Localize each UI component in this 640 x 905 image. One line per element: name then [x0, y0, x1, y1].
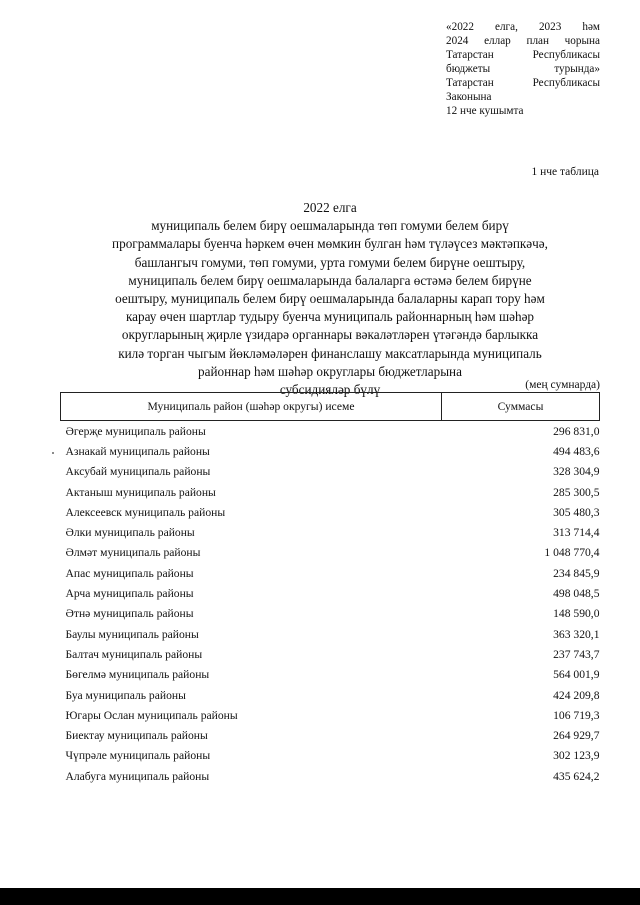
annotation-line [446, 48, 600, 62]
annotation-word: елга, [495, 21, 518, 33]
table-row [61, 583, 600, 603]
annotation-word: Татарстан [446, 77, 494, 89]
title-year-line: 2022 елга [303, 200, 357, 215]
district-name: Биектау муниципаль районы [65, 729, 208, 743]
subsidy-amount: 564 001,9 [553, 668, 600, 682]
subsidy-amount: 237 743,7 [553, 647, 600, 661]
subsidy-amount: 424 209,8 [553, 688, 600, 702]
subsidy-table [60, 392, 600, 786]
annotation-line [446, 20, 600, 34]
title-line: программалары буенча һәркем өчен мөмкин булган һәм түләүсез мәктәпкәчә, [112, 236, 548, 252]
title-line: карау өчен шартлар тудыру буенча муниципаль районнарның һәм шәһәр [125, 309, 535, 325]
annotation-word: 12 нче кушымта [446, 105, 524, 117]
district-name: Актаныш муниципаль районы [65, 485, 216, 499]
law-annex-reference [446, 20, 600, 118]
title-line: башлангыч гомуми, төп гомуми, урта гомуми белем бирүне оештыру, [134, 254, 526, 270]
annotation-word: Законына [446, 91, 492, 103]
district-name: Апас муниципаль районы [65, 566, 194, 580]
annotation-word: еллар [484, 35, 511, 47]
table-row [61, 502, 600, 522]
title-line: районнар һәм шәһәр округлары бюджетларына [198, 363, 462, 379]
annotation-line [446, 104, 600, 118]
district-name: Азнакай муниципаль районы [65, 444, 210, 458]
district-name: Алабуга муниципаль районы [65, 769, 210, 783]
district-name: Буа муниципаль районы [65, 688, 186, 702]
annotation-word: Республикасы [532, 77, 600, 89]
title-line: муниципаль белем бирү оешмаларында балаларга өстәмә белем бирүне [128, 272, 532, 288]
table-row [61, 604, 600, 624]
subsidy-amount: 313 714,4 [553, 526, 600, 540]
title-line: килә торган чыгым йөкләмәләрен финанслашу максатларында муниципаль [118, 345, 542, 361]
scan-border [0, 888, 640, 905]
subsidy-amount: 234 845,9 [553, 566, 600, 580]
table-row [61, 725, 600, 745]
district-name: Аксубай муниципаль районы [65, 465, 211, 479]
document-title [60, 199, 600, 399]
district-name: Баулы муниципаль районы [65, 627, 199, 641]
table-row [61, 624, 600, 644]
district-name: Әгерҗе муниципаль районы [65, 424, 206, 438]
annotation-word: һәм [582, 21, 600, 33]
subsidy-amount: 1 048 770,4 [544, 546, 600, 560]
subsidy-amount: 498 048,5 [553, 587, 600, 601]
table-number: 1 нче таблица [531, 166, 599, 178]
table-row [61, 441, 600, 461]
annotation-line [446, 76, 600, 90]
district-name: Балтач муниципаль районы [65, 647, 203, 661]
table-row [61, 421, 600, 442]
table-row [61, 665, 600, 685]
table-row [61, 543, 600, 563]
subsidy-amount: 106 719,3 [553, 708, 600, 722]
scan-speck [52, 452, 54, 454]
table-header-row [61, 393, 600, 421]
district-name: Югары Ослан муниципаль районы [65, 708, 238, 722]
title-line: оештыру, муниципаль белем бирү оешмаларында балаларны карап тору һәм [115, 291, 545, 307]
annotation-word: Республикасы [532, 49, 600, 61]
district-name: Әлмәт муниципаль районы [65, 546, 201, 560]
subsidy-amount: 285 300,5 [553, 485, 600, 499]
table-row [61, 522, 600, 542]
table-row [61, 563, 600, 583]
district-name: Бөгелмә муниципаль районы [65, 668, 210, 682]
subsidy-amount: 305 480,3 [553, 505, 600, 519]
annotation-word: бюджеты [446, 63, 491, 75]
annotation-word: 2023 [538, 21, 562, 33]
subsidy-amount: 435 624,2 [553, 769, 600, 783]
table-row [61, 462, 600, 482]
annotation-line [446, 90, 600, 104]
table-row [61, 746, 600, 766]
table-row [61, 644, 600, 664]
subsidy-amount: 296 831,0 [553, 424, 600, 438]
title-line: округларының җирле үзидарә органнары вәкаләтләрен үтәгәндә барлыкка [121, 327, 539, 343]
district-name: Әлки муниципаль районы [65, 526, 195, 540]
annotation-word: 2024 [446, 35, 469, 47]
table-row [61, 705, 600, 725]
annotation-word: чорына [564, 35, 600, 47]
annotation-line [446, 34, 600, 48]
subsidy-amount: 328 304,9 [553, 465, 600, 479]
annotation-word: турында» [554, 63, 600, 75]
subsidy-amount: 302 123,9 [553, 749, 600, 763]
annotation-word: план [526, 35, 549, 47]
annotation-line [446, 62, 600, 76]
subsidy-amount: 363 320,1 [553, 627, 600, 641]
subsidy-amount: 148 590,0 [553, 607, 600, 621]
annotation-word: «2022 [446, 21, 474, 33]
annotation-word: Татарстан [446, 49, 494, 61]
title-line: муниципаль белем бирү оешмаларында төп гомуми белем бирү [151, 218, 509, 234]
district-name: Арча муниципаль районы [65, 587, 194, 601]
subsidy-amount: 264 929,7 [553, 729, 600, 743]
table-row [61, 685, 600, 705]
header-district-name: Муниципаль район (шәһәр округы) исеме [61, 393, 442, 421]
subsidy-amount: 494 483,6 [553, 444, 600, 458]
table-row [61, 766, 600, 786]
header-amount: Суммасы [442, 393, 600, 421]
district-name: Алексеевск муниципаль районы [65, 505, 226, 519]
units-label: (мең сумнарда) [525, 379, 600, 391]
district-name: Әтнә муниципаль районы [65, 607, 194, 621]
title-line: субсидияләр бүлү [279, 382, 381, 398]
district-name: Чүпрәле муниципаль районы [65, 749, 211, 763]
table-row [61, 482, 600, 502]
